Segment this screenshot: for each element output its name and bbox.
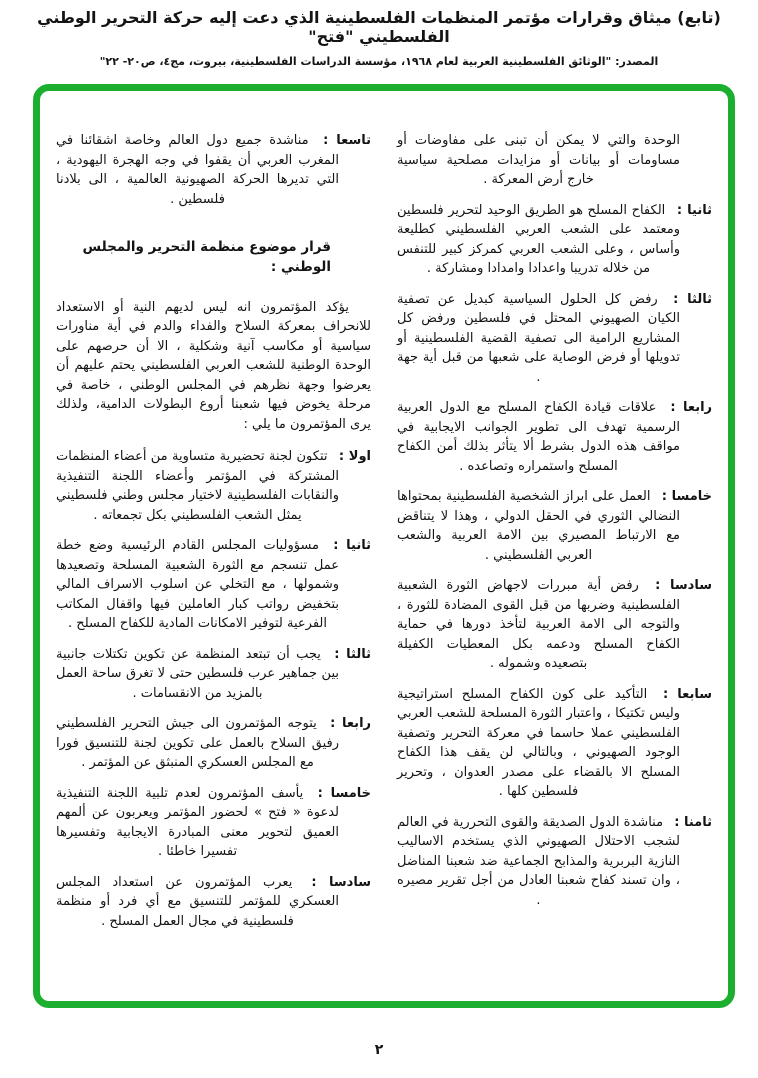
resolution-text: مناشدة جميع دول العالم وخاصة اشقائنا في المغرب العربي أن يقفوا في وجه الهجرة اليهودية ، التي تديرها الحركة الصهيونية العالمية ، الى بلادنا فلسطين .: [56, 133, 339, 207]
resolution-text: التأكيد على كون الكفاح المسلح استراتيجية وليس تكتيكا ، واعتبار الثورة المسلحة للشعب العربي الفلسطيني عملا حاسما في معركة التحرير وتصفية الوجود الصهيوني ، وبالتالي لن يقف هذا الكفاح المسلح الا بالقضاء على مصدر العدوان ، وتحرير فلسطين كلها .: [397, 686, 680, 799]
resolution-item-second: [397, 201, 712, 279]
resolution-label: ثانيا :: [676, 202, 712, 218]
decision-text: تتكون لجنة تحضيرية متساوية من أعضاء المنظمات المشتركة في المؤتمر وأعضاء اللجنة التنفيذية والنقابات الفلسطينية لاختيار مجلس وطني فلسطيني يمثل الشعب الفلسطيني بكل تجمعاته .: [56, 449, 339, 523]
resolution-text: رفض أية مبررات لاجهاض الثورة الشعبية الفلسطينية وضربها من قبل القوى المضادة للثورة ، والتوجه الى الامة العربية لتأخذ دورها في حماية الكفاح المسلح ودعمه بكل المعطيات الكفيلة بتصعيده وشموله .: [397, 578, 680, 671]
resolution-text: رفض كل الحلول السياسية كبديل عن تصفية الكيان الصهيوني المحتل في فلسطين ورفض كل المشاريع الرامية الى تصفية القضية الفلسطينية أو تدويلها أو فرض الوصاية على شعبها من قبل أية جهة .: [397, 291, 680, 385]
source-citation: المصدر: "الوثائق الفلسطينية العربية لعام ١٩٦٨، مؤسسة الدراسات الفلسطينية، بيروت، مج٤، ص٢٠- ٢٢": [99, 55, 659, 68]
resolution-item-eighth: [397, 813, 712, 911]
resolution-label: رابعا :: [670, 400, 713, 415]
section-intro: يؤكد المؤتمرون انه ليس لديهم النية أو الاستعداد للانحراف بمعركة السلاح والفداء والدم في أية مناورات سياسية أو مكاسب آنية وشكلية ، الا أن حرصهم على الوحدة الوطنية للشعب العربي الفلسطيني يحتم عليهم أن يعرضوا وجهة نظرهم في المجلس الوطني ، خاصة في مرحلة يخوض فيها شعبنا أروع البطولات الدامية، ولذلك يرى المؤتمرون ما يلي :: [56, 299, 371, 432]
decision-item-third: [56, 645, 371, 704]
decision-label: ثالثا :: [334, 646, 372, 662]
decision-item-second: [56, 536, 371, 634]
decision-text: يجب أن تبتعد المنظمة عن تكوين تكتلات جانبية بين جماهير عرب فلسطين حتى لا تغرق ساحة العمل بالمزيد من الانقسامات .: [56, 646, 339, 701]
decision-text: مسؤوليات المجلس القادم الرئيسية وضع خطة عمل تنسجم مع الثورة الشعبية المسلحة وتصعيدها وشمولها ، مع التخلي عن اسلوب الاسراف المالي بتخفيض رواتب كبار العاملين فيها واقفال المكاتب الفرعية لتوفير الامكانات المادية للكفاح المسلح .: [56, 538, 339, 631]
decision-text: يتوجه المؤتمرون الى جيش التحرير الفلسطيني رفيق السلاح بالعمل على تكوين لجنة للتنسيق فورا مع المجلس العسكري المنبثق عن المؤتمر .: [56, 716, 339, 770]
section-heading: قرار موضوع منظمة التحرير والمجلس الوطني :: [82, 239, 331, 276]
resolution-text: الكفاح المسلح هو الطريق الوحيد لتحرير فلسطين ومعتمد على الشعب العربي الفلسطيني كطليعة وأساس ، وعلى الشعب العربي كمركز كبير للتنفس من خلاله تدريبا واعدادا وامدادا ومشاركة .: [397, 202, 680, 276]
resolution-label: سابعا :: [662, 686, 712, 702]
decision-label: ثانيا :: [333, 538, 371, 553]
decision-label: رابعا :: [330, 716, 372, 731]
resolution-text: الوحدة والتي لا يمكن أن تبنى على مفاوضات أو مساومات أو بيانات أو مزايدات مصلحية سياسية خارج أرض المعركة .: [397, 133, 680, 187]
column-right: [397, 131, 712, 991]
decision-label: خامسا :: [317, 785, 371, 801]
resolution-label: ثامنا :: [674, 814, 712, 830]
resolution-item-third: [397, 290, 712, 388]
resolution-item-sixth: [397, 576, 712, 674]
document-header: [0, 8, 758, 68]
decision-item-first: [56, 447, 371, 525]
resolution-item-ninth: [56, 131, 371, 209]
resolution-continuation: [397, 131, 712, 190]
resolution-item-fourth: [397, 398, 712, 476]
page-number: ٢: [374, 1042, 384, 1058]
resolution-item-seventh: [397, 685, 712, 802]
two-column-layout: [56, 131, 712, 991]
column-left: [56, 131, 371, 991]
decision-label: سادسا :: [311, 874, 372, 890]
resolution-text: العمل على ابراز الشخصية الفلسطينية بمحتواها النضالي الثوري في الحقل الدولي ، وهذا لا يتناقض مع الارتباط المصيري بين الامة العربية والشعب العربي الفلسطيني .: [397, 489, 680, 563]
decision-text: يعرب المؤتمرون عن استعداد المجلس العسكري للمؤتمر للتنسيق مع أي فرد أو منظمة فلسطينية في مجال العمل المسلح .: [56, 874, 339, 929]
resolution-label: خامسا :: [661, 489, 712, 504]
content-border-frame: [33, 84, 735, 1008]
resolution-label: ثالثا :: [673, 291, 712, 307]
resolution-text: مناشدة الدول الصديقة والقوى التحررية في العالم لشجب الاحتلال الصهيوني الذي يستخدم الاساليب النازية البربرية والمذابح الجماعية ضد شعبنا المناضل ، وان تسند كفاح شعبنا العادل من أجل تقرير مصيره .: [397, 814, 680, 908]
decision-label: اولا :: [338, 449, 371, 464]
resolution-item-fifth: [397, 487, 712, 565]
decision-item-sixth: [56, 873, 371, 932]
decision-item-fourth: [56, 714, 371, 773]
page-title: (تابع) ميثاق وقرارات مؤتمر المنظمات الفلسطينية الذي دعت إليه حركة التحرير الوطني الفلسطيني "فتح": [37, 8, 721, 46]
decision-text: يأسف المؤتمرون لعدم تلبية اللجنة التنفيذية لدعوة « فتح » لحضور المؤتمر ويعربون عن ألمهم العميق لتحوير معنى المبادرة الايجابية وتفسيرها تفسيرا خاطئا .: [56, 785, 339, 859]
resolution-text: علاقات قيادة الكفاح المسلح مع الدول العربية الرسمية تهدف الى تطوير الجوانب الايجابية في مواقف هذه الدول بشرط ألا يتأثر بذلك أمن الكفاح المسلح واستمراره وتصاعده .: [397, 400, 680, 474]
resolution-label: تاسعا :: [323, 133, 371, 148]
resolution-label: سادسا :: [655, 578, 712, 593]
decision-item-fifth: [56, 784, 371, 862]
